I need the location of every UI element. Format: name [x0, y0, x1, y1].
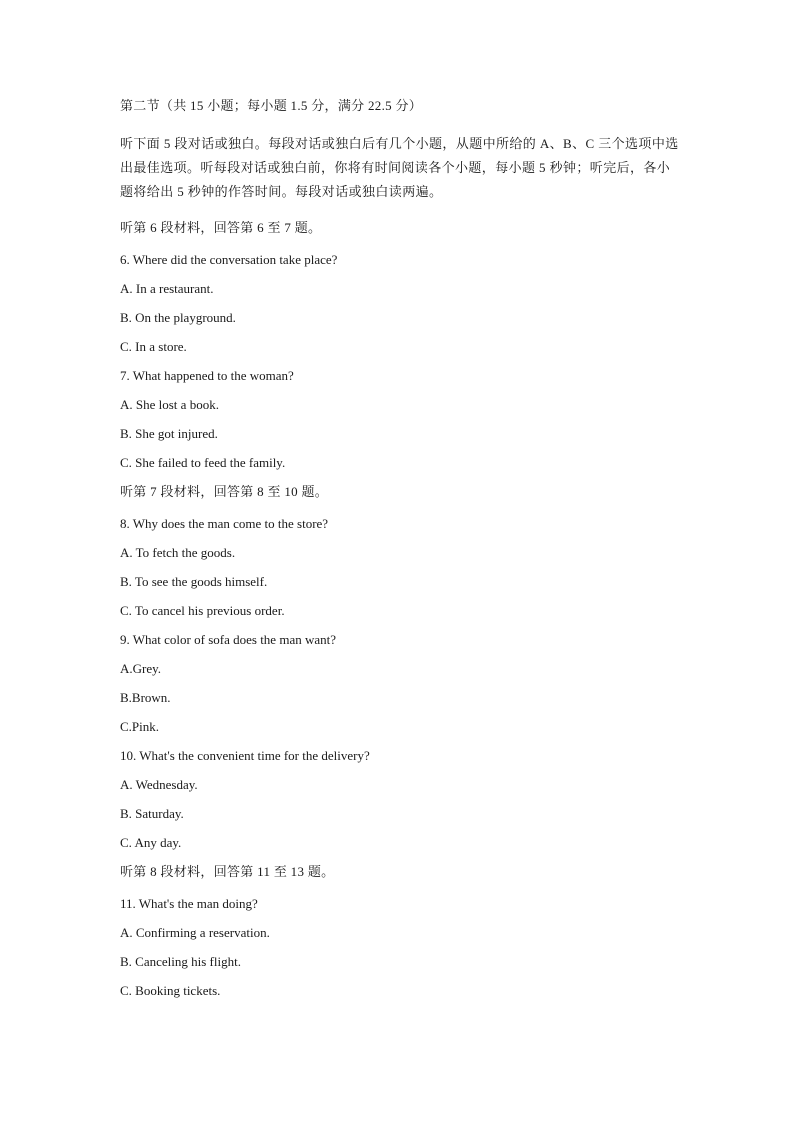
option-a: A. In a restaurant.: [120, 281, 214, 296]
question-group: [120, 482, 680, 853]
question-stem: 10. What's the convenient time for the delivery?: [120, 748, 370, 763]
option-a: A. Confirming a reservation.: [120, 925, 270, 940]
option-c: C. Booking tickets.: [120, 983, 221, 998]
question-stem: 7. What happened to the woman?: [120, 368, 294, 383]
option-a: A. She lost a book.: [120, 397, 219, 412]
option-b: B. On the playground.: [120, 310, 236, 325]
option-a: A. To fetch the goods.: [120, 545, 236, 560]
document-page: [120, 96, 680, 1010]
question-group: [120, 218, 680, 473]
option-b: B. Canceling his flight.: [120, 954, 241, 969]
option-b: B. She got injured.: [120, 426, 218, 441]
question-stem: 9. What color of sofa does the man want?: [120, 632, 336, 647]
option-b: B. To see the goods himself.: [120, 574, 268, 589]
group-heading: 听第 7 段材料，回答第 8 至 10 题。: [120, 484, 329, 499]
section-title: 第二节（共 15 小题；每小题 1.5 分，满分 22.5 分）: [120, 98, 423, 113]
option-c: C. She failed to feed the family.: [120, 455, 286, 470]
option-a: A.Grey.: [120, 661, 162, 676]
option-c: C. In a store.: [120, 339, 187, 354]
question-stem: 8. Why does the man come to the store?: [120, 516, 329, 531]
group-heading: 听第 8 段材料，回答第 11 至 13 题。: [120, 864, 335, 879]
option-c: C.Pink.: [120, 719, 160, 734]
option-b: B. Saturday.: [120, 806, 184, 821]
section-intro: 听下面 5 段对话或独白。每段对话或独白后有几个小题，从题中所给的 A、B、C 三个选项中选出最佳选项。听每段对话或独白前，你将有时间阅读各个小题，每小题 5 秒钟；听完后，各小题将给出 5 秒钟的作答时间。每段对话或独白读两遍。: [120, 136, 679, 199]
option-c: C. To cancel his previous order.: [120, 603, 285, 618]
option-b: B.Brown.: [120, 690, 171, 705]
question-group: [120, 862, 680, 1001]
question-stem: 6. Where did the conversation take place?: [120, 252, 338, 267]
option-a: A. Wednesday.: [120, 777, 198, 792]
group-heading: 听第 6 段材料，回答第 6 至 7 题。: [120, 220, 322, 235]
option-c: C. Any day.: [120, 835, 182, 850]
question-stem: 11. What's the man doing?: [120, 896, 258, 911]
